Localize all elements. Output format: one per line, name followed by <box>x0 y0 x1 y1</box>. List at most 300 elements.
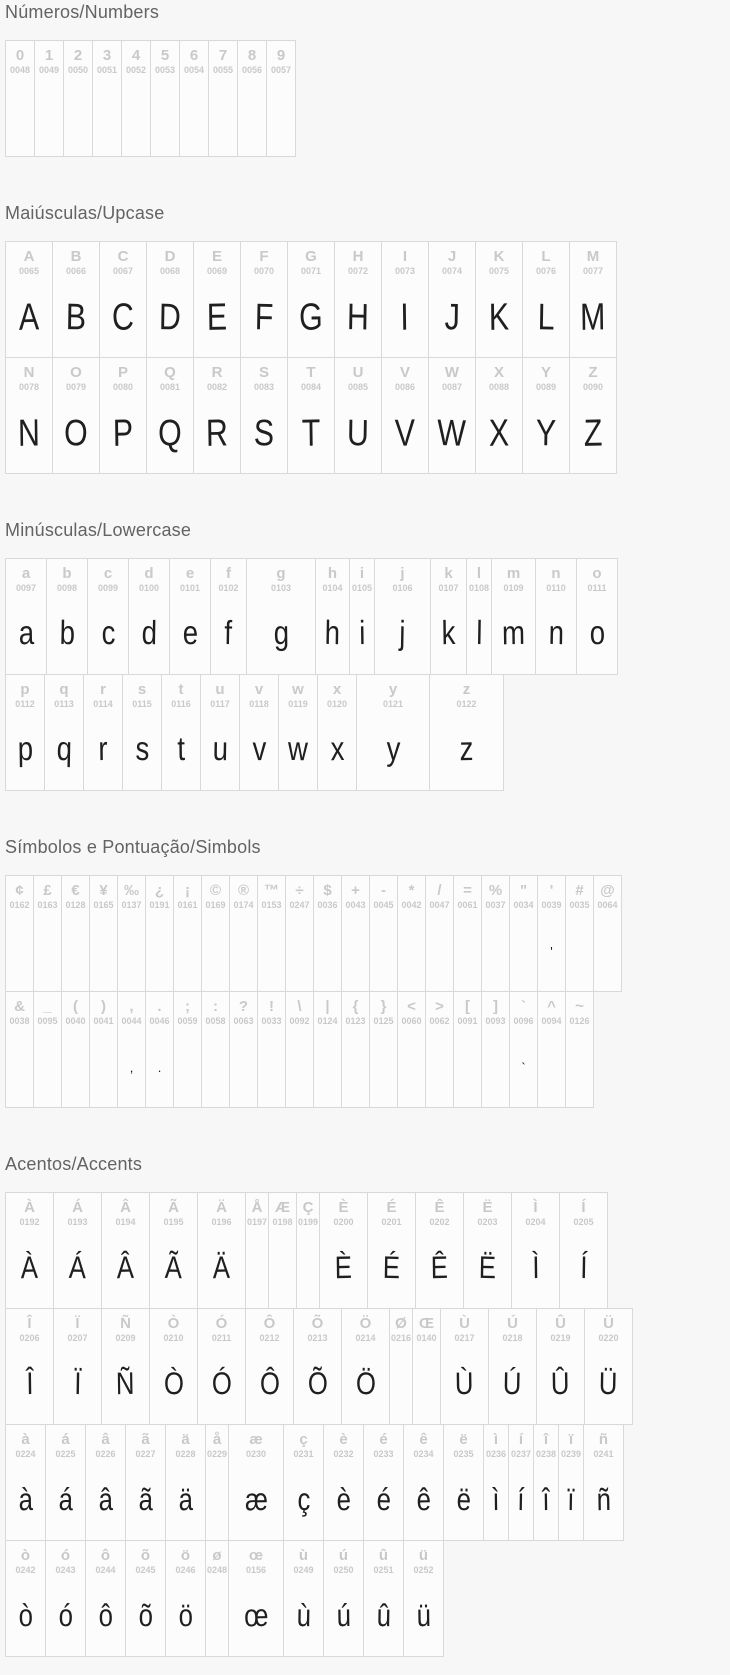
glyph-cell-0153 <box>257 876 285 991</box>
cell-unicode-code: 0107 <box>438 583 459 593</box>
cell-rendered-glyph: Ò <box>163 1365 184 1402</box>
glyph-cell-0048 <box>6 41 34 156</box>
cell-unicode-code: 0074 <box>441 266 463 276</box>
glyph-cell-0046 <box>145 992 173 1107</box>
glyph-cell-0212 <box>245 1309 293 1424</box>
glyph-cell-0108 <box>466 559 491 674</box>
glyph-cell-0038 <box>6 992 33 1107</box>
cell-unicode-code: 0068 <box>159 266 181 276</box>
cell-character: > <box>435 998 444 1015</box>
glyph-cell-0251 <box>363 1541 403 1656</box>
cell-rendered-glyph: ñ <box>596 1481 611 1517</box>
cell-unicode-code: 0105 <box>351 583 373 593</box>
cell-unicode-code: 0059 <box>177 1016 198 1026</box>
cell-unicode-code: 0156 <box>245 1565 267 1575</box>
glyph-cell-0217 <box>440 1309 488 1424</box>
cell-unicode-code: 0174 <box>233 900 254 910</box>
glyph-row <box>5 1308 633 1425</box>
cell-character: " <box>519 882 528 899</box>
cell-unicode-code: 0062 <box>429 1016 450 1026</box>
glyph-cell-0225 <box>45 1425 85 1540</box>
cell-character: ~ <box>575 998 584 1015</box>
cell-unicode-code: 0036 <box>317 900 338 910</box>
section-numbers <box>5 2 730 157</box>
cell-rendered-glyph: ó <box>58 1597 73 1633</box>
glyph-cell-0137 <box>117 876 145 991</box>
cell-unicode-code: 0216 <box>390 1333 412 1343</box>
cell-unicode-code: 0196 <box>211 1217 232 1227</box>
cell-rendered-glyph: H <box>346 295 370 338</box>
glyph-cell-0062 <box>425 992 453 1107</box>
glyph-cell-0087 <box>428 358 475 473</box>
glyph-cell-0238 <box>533 1425 558 1540</box>
cell-rendered-glyph: Ù <box>454 1365 475 1401</box>
cell-rendered-glyph <box>307 1223 309 1308</box>
cell-character: b <box>62 565 72 582</box>
glyph-cell-0124 <box>313 992 341 1107</box>
glyph-cell-0055 <box>208 41 237 156</box>
cell-character: \ <box>297 998 302 1015</box>
glyph-cell-0233 <box>363 1425 403 1540</box>
cell-unicode-code: 0099 <box>97 583 119 593</box>
cell-character: o <box>592 565 602 582</box>
glyph-row <box>5 1540 444 1657</box>
cell-character: R <box>211 364 223 381</box>
cell-character: ö <box>180 1547 191 1564</box>
cell-character: Ñ <box>120 1315 131 1332</box>
cell-unicode-code: 0053 <box>154 65 176 75</box>
glyph-cell-0057 <box>266 41 295 156</box>
cell-character: 0 <box>15 47 25 64</box>
cell-unicode-code: 0235 <box>453 1449 474 1459</box>
glyph-cell-0165 <box>89 876 117 991</box>
cell-rendered-glyph: á <box>58 1481 73 1517</box>
glyph-cell-0104 <box>315 559 349 674</box>
glyph-cell-0069 <box>193 242 240 357</box>
cell-rendered-glyph: D <box>158 295 182 338</box>
cell-character: ™ <box>264 882 279 899</box>
cell-character: á <box>61 1431 70 1448</box>
cell-rendered-glyph <box>222 71 224 156</box>
cell-unicode-code: 0205 <box>573 1217 594 1227</box>
cell-rendered-glyph: T <box>301 410 321 454</box>
glyph-cell-0082 <box>193 358 240 473</box>
glyph-cell-0229 <box>205 1425 228 1540</box>
glyph-cell-0042 <box>397 876 425 991</box>
cell-character: Ó <box>215 1315 228 1332</box>
cell-character: ü <box>418 1547 429 1564</box>
glyph-row <box>5 40 296 157</box>
cell-unicode-code: 0044 <box>121 1016 142 1026</box>
cell-rendered-glyph: M <box>580 294 606 338</box>
cell-rendered-glyph: Á <box>68 1249 87 1286</box>
cell-rendered-glyph: z <box>459 730 474 769</box>
cell-character: N <box>23 364 35 381</box>
cell-unicode-code: 0041 <box>93 1016 114 1026</box>
glyph-cell-0058 <box>201 992 229 1107</box>
cell-unicode-code: 0249 <box>293 1565 314 1575</box>
glyph-cell-0200 <box>319 1193 367 1308</box>
cell-character: - <box>381 882 386 899</box>
cell-character: i <box>359 565 365 582</box>
cell-rendered-glyph: l <box>475 614 483 652</box>
glyph-cell-0054 <box>179 41 208 156</box>
glyph-cell-0074 <box>428 242 475 357</box>
cell-rendered-glyph: a <box>18 614 34 653</box>
cell-character: h <box>327 565 338 582</box>
cell-character: L <box>541 248 551 265</box>
cell-rendered-glyph: s <box>134 730 150 769</box>
cell-unicode-code: 0098 <box>56 583 78 593</box>
cell-character: ø <box>212 1547 222 1564</box>
cell-unicode-code: 0191 <box>149 900 170 910</box>
glyph-cell-0109 <box>491 559 535 674</box>
glyph-cell-0245 <box>125 1541 165 1656</box>
cell-rendered-glyph: Õ <box>307 1365 328 1402</box>
cell-character: ; <box>185 998 190 1015</box>
cell-character: ¿ <box>154 882 165 899</box>
glyph-cell-0070 <box>240 242 287 357</box>
cell-unicode-code: 0048 <box>9 65 31 75</box>
cell-unicode-code: 0106 <box>392 583 413 593</box>
cell-rendered-glyph: y <box>385 730 401 769</box>
cell-rendered-glyph: è <box>336 1481 351 1517</box>
glyph-cell-0199 <box>296 1193 319 1308</box>
glyph-cell-0094 <box>537 992 565 1107</box>
cell-character: % <box>488 882 503 899</box>
cell-unicode-code: 0089 <box>535 382 557 392</box>
glyph-cell-0067 <box>99 242 146 357</box>
cell-unicode-code: 0204 <box>525 1217 546 1227</box>
glyph-cell-0072 <box>334 242 381 357</box>
glyph-cell-0047 <box>425 876 453 991</box>
cell-character: Z <box>588 364 598 381</box>
cell-rendered-glyph: ì <box>492 1482 500 1517</box>
cell-rendered-glyph: Y <box>535 411 557 454</box>
cell-unicode-code: 0067 <box>112 266 134 276</box>
cell-rendered-glyph: v <box>251 730 267 769</box>
cell-unicode-code: 0206 <box>19 1333 40 1343</box>
glyph-cell-0214 <box>341 1309 389 1424</box>
cell-character: M <box>586 248 600 265</box>
glyph-cell-0118 <box>239 675 278 790</box>
cell-unicode-code: 0046 <box>149 1016 170 1026</box>
cell-rendered-glyph: ` <box>521 1059 526 1075</box>
cell-rendered-glyph: ' <box>550 943 553 959</box>
cell-character: u <box>215 681 225 698</box>
cell-rendered-glyph: ú <box>336 1597 351 1633</box>
cell-unicode-code: 0229 <box>206 1449 228 1459</box>
glyph-cell-0095 <box>33 992 61 1107</box>
cell-unicode-code: 0115 <box>132 699 152 709</box>
cell-unicode-code: 0236 <box>485 1449 507 1459</box>
cell-character: F <box>259 248 269 265</box>
cell-rendered-glyph: Ö <box>355 1365 376 1402</box>
cell-unicode-code: 0243 <box>55 1565 76 1575</box>
cell-character: ‰ <box>124 882 139 899</box>
section-lowercase <box>5 520 730 791</box>
cell-rendered-glyph: ô <box>98 1597 113 1633</box>
glyph-cell-0249 <box>283 1541 323 1656</box>
cell-unicode-code: 0203 <box>477 1217 498 1227</box>
cell-character: ' <box>549 882 554 899</box>
cell-character: ì <box>493 1431 499 1448</box>
glyph-cell-0033 <box>257 992 285 1107</box>
cell-unicode-code: 0140 <box>416 1333 437 1343</box>
cell-unicode-code: 0057 <box>270 65 292 75</box>
cell-unicode-code: 0037 <box>485 900 506 910</box>
glyph-cell-0122 <box>429 675 503 790</box>
glyph-cell-0083 <box>240 358 287 473</box>
cell-character: | <box>325 998 330 1015</box>
glyph-cell-0096 <box>509 992 537 1107</box>
glyph-cell-0090 <box>569 358 616 473</box>
glyph-cell-0248 <box>205 1541 228 1656</box>
cell-rendered-glyph: U <box>346 411 370 454</box>
glyph-cell-0235 <box>443 1425 483 1540</box>
cell-unicode-code: 0165 <box>93 900 114 910</box>
cell-character: 8 <box>247 47 257 64</box>
glyph-cell-0076 <box>522 242 569 357</box>
cell-rendered-glyph: í <box>517 1481 525 1517</box>
glyph-cell-0205 <box>559 1193 607 1308</box>
cell-unicode-code: 0117 <box>210 699 230 709</box>
cell-rendered-glyph: k <box>441 614 456 653</box>
character-grid <box>5 1192 633 1657</box>
character-grid <box>5 875 622 1108</box>
cell-character: Ë <box>482 1199 493 1216</box>
glyph-cell-0216 <box>389 1309 412 1424</box>
cell-rendered-glyph: à <box>18 1481 33 1517</box>
cell-character: J <box>447 248 457 265</box>
cell-character: C <box>117 248 129 265</box>
glyph-cell-0091 <box>453 992 481 1107</box>
cell-rendered-glyph: æ <box>244 1481 268 1518</box>
cell-character: Ü <box>603 1315 614 1332</box>
cell-rendered-glyph: â <box>98 1481 113 1517</box>
cell-unicode-code: 0251 <box>373 1565 394 1575</box>
cell-character: Y <box>540 364 551 381</box>
cell-unicode-code: 0111 <box>587 583 607 593</box>
cell-unicode-code: 0060 <box>401 1016 422 1026</box>
cell-rendered-glyph <box>164 71 166 156</box>
cell-unicode-code: 0049 <box>38 65 60 75</box>
cell-unicode-code: 0247 <box>289 900 310 910</box>
glyph-cell-0202 <box>415 1193 463 1308</box>
cell-character: Ç <box>302 1199 314 1216</box>
glyph-cell-0077 <box>569 242 616 357</box>
cell-unicode-code: 0137 <box>121 900 142 910</box>
cell-character: Œ <box>419 1315 434 1332</box>
cell-rendered-glyph: n <box>548 614 565 653</box>
cell-rendered-glyph: Í <box>579 1249 588 1285</box>
cell-character: $ <box>323 882 332 899</box>
cell-character: ) <box>101 998 106 1015</box>
glyph-row <box>5 357 617 474</box>
glyph-cell-0198 <box>268 1193 296 1308</box>
cell-rendered-glyph: Q <box>157 411 183 454</box>
cell-unicode-code: 0084 <box>300 382 322 392</box>
cell-unicode-code: 0087 <box>441 382 463 392</box>
glyph-cell-0234 <box>403 1425 443 1540</box>
cell-unicode-code: 0162 <box>9 900 30 910</box>
glyph-cell-0080 <box>99 358 146 473</box>
cell-unicode-code: 0163 <box>37 900 58 910</box>
glyph-cell-0207 <box>53 1309 101 1424</box>
cell-character: < <box>407 998 416 1015</box>
glyph-cell-0120 <box>317 675 356 790</box>
cell-unicode-code: 0100 <box>138 583 160 593</box>
cell-unicode-code: 0248 <box>206 1565 228 1575</box>
cell-unicode-code: 0047 <box>429 900 450 910</box>
cell-unicode-code: 0043 <box>345 900 366 910</box>
cell-rendered-glyph: é <box>376 1481 391 1517</box>
cell-rendered-glyph: b <box>59 614 76 653</box>
glyph-cell-0116 <box>161 675 200 790</box>
glyph-cell-0049 <box>34 41 63 156</box>
glyph-cell-0112 <box>6 675 44 790</box>
cell-unicode-code: 0054 <box>183 65 205 75</box>
cell-unicode-code: 0214 <box>355 1333 376 1343</box>
glyph-cell-0071 <box>287 242 334 357</box>
glyph-cell-0196 <box>197 1193 245 1308</box>
cell-rendered-glyph: V <box>394 410 416 454</box>
cell-rendered-glyph: L <box>537 295 555 338</box>
cell-rendered-glyph: Ñ <box>115 1365 136 1401</box>
cell-rendered-glyph: o <box>589 614 605 653</box>
cell-rendered-glyph: E <box>206 294 228 338</box>
cell-unicode-code: 0110 <box>546 583 566 593</box>
cell-unicode-code: 0198 <box>272 1217 293 1227</box>
cell-character: k <box>444 565 453 582</box>
cell-unicode-code: 0233 <box>373 1449 394 1459</box>
cell-unicode-code: 0033 <box>261 1016 282 1026</box>
cell-character: w <box>292 681 304 698</box>
cell-character: S <box>258 364 269 381</box>
cell-rendered-glyph: ã <box>138 1481 153 1517</box>
cell-rendered-glyph: c <box>100 614 116 653</box>
cell-rendered-glyph: ï <box>567 1481 575 1517</box>
cell-rendered-glyph: Ì <box>531 1250 540 1285</box>
cell-rendered-glyph: G <box>298 294 324 338</box>
cell-unicode-code: 0126 <box>569 1016 590 1026</box>
cell-character: â <box>101 1431 110 1448</box>
cell-unicode-code: 0063 <box>233 1016 254 1026</box>
glyph-cell-0232 <box>323 1425 363 1540</box>
cell-rendered-glyph: p <box>17 730 33 769</box>
cell-character: ú <box>338 1547 349 1564</box>
cell-rendered-glyph: Ï <box>73 1365 82 1401</box>
cell-character: Ï <box>75 1315 80 1332</box>
cell-character: Ê <box>434 1199 445 1216</box>
cell-character: ® <box>237 882 250 899</box>
cell-rendered-glyph: , <box>129 1059 134 1075</box>
cell-character: Õ <box>311 1315 324 1332</box>
glyph-cell-0125 <box>369 992 397 1107</box>
cell-rendered-glyph: r <box>98 730 108 769</box>
cell-character: D <box>164 248 176 265</box>
cell-rendered-glyph: A <box>18 294 40 338</box>
cell-character: ù <box>298 1547 309 1564</box>
cell-rendered-glyph: È <box>334 1249 353 1285</box>
glyph-cell-0063 <box>229 992 257 1107</box>
cell-rendered-glyph: B <box>65 295 87 338</box>
glyph-cell-0211 <box>197 1309 245 1424</box>
cell-unicode-code: 0252 <box>413 1565 434 1575</box>
cell-character: ^ <box>547 998 556 1015</box>
cell-character: B <box>70 248 82 265</box>
cell-rendered-glyph: P <box>112 410 134 454</box>
cell-unicode-code: 0050 <box>67 65 89 75</box>
glyph-cell-0191 <box>145 876 173 991</box>
cell-rendered-glyph: . <box>157 1059 162 1075</box>
glyph-cell-0140 <box>412 1309 440 1424</box>
cell-rendered-glyph: h <box>324 614 341 653</box>
cell-character: W <box>444 364 460 381</box>
glyph-cell-0092 <box>285 992 313 1107</box>
glyph-cell-0034 <box>509 876 537 991</box>
glyph-cell-0169 <box>201 876 229 991</box>
cell-unicode-code: 0238 <box>535 1449 557 1459</box>
glyph-cell-0192 <box>6 1193 53 1308</box>
cell-unicode-code: 0209 <box>115 1333 136 1343</box>
cell-unicode-code: 0101 <box>179 583 201 593</box>
cell-rendered-glyph <box>106 71 108 156</box>
glyph-cell-0097 <box>6 559 46 674</box>
glyph-cell-0197 <box>245 1193 268 1308</box>
glyph-cell-0231 <box>283 1425 323 1540</box>
cell-rendered-glyph: e <box>182 614 198 653</box>
glyph-cell-0037 <box>481 876 509 991</box>
cell-character: f <box>226 565 231 582</box>
cell-rendered-glyph: S <box>253 411 275 454</box>
cell-character: / <box>437 882 442 899</box>
cell-unicode-code: 0095 <box>37 1016 58 1026</box>
cell-unicode-code: 0197 <box>246 1217 268 1227</box>
glyph-cell-0195 <box>149 1193 197 1308</box>
glyph-cell-0174 <box>229 876 257 991</box>
cell-character: = <box>463 882 472 899</box>
glyph-cell-0075 <box>475 242 522 357</box>
cell-unicode-code: 0094 <box>541 1016 562 1026</box>
glyph-cell-0123 <box>341 992 369 1107</box>
section-title: Minúsculas/Lowercase <box>5 520 192 540</box>
cell-rendered-glyph: õ <box>138 1597 153 1633</box>
cell-unicode-code: 0246 <box>175 1565 196 1575</box>
glyph-row <box>5 241 617 358</box>
cell-character: ¥ <box>99 882 108 899</box>
cell-unicode-code: 0230 <box>245 1449 267 1459</box>
cell-rendered-glyph: q <box>56 730 73 769</box>
cell-unicode-code: 0124 <box>317 1016 338 1026</box>
glyph-cell-0126 <box>565 992 593 1107</box>
cell-unicode-code: 0227 <box>135 1449 156 1459</box>
cell-unicode-code: 0090 <box>582 382 604 392</box>
cell-character: Ù <box>459 1315 470 1332</box>
cell-character: Ú <box>507 1315 518 1332</box>
cell-character: z <box>462 681 471 698</box>
cell-rendered-glyph <box>280 71 282 156</box>
cell-unicode-code: 0153 <box>261 900 282 910</box>
cell-unicode-code: 0220 <box>598 1333 619 1343</box>
cell-character: È <box>338 1199 349 1216</box>
glyph-cell-0246 <box>165 1541 205 1656</box>
cell-rendered-glyph: g <box>273 614 289 653</box>
cell-character: é <box>379 1431 388 1448</box>
cell-unicode-code: 0076 <box>535 266 557 276</box>
cell-rendered-glyph: x <box>329 730 345 769</box>
cell-unicode-code: 0071 <box>300 266 322 276</box>
